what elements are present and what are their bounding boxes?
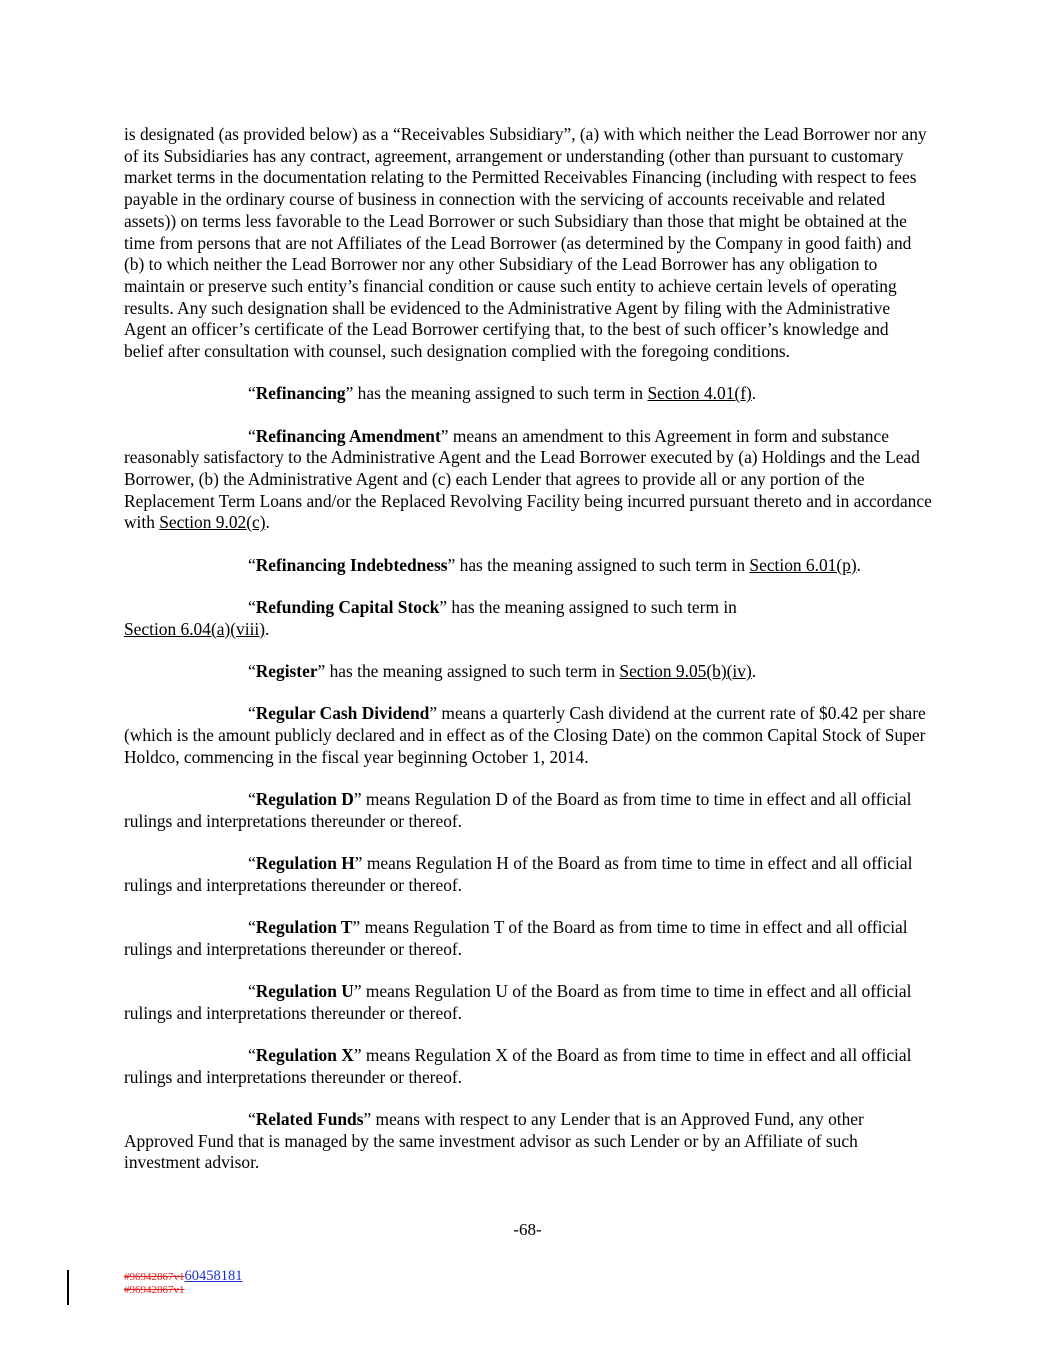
deleted-doc-id: #96942867v1 [124,1271,185,1283]
definition-regulation-x: “Regulation X” means Regulation X of the Board as from time to time in effect and all official rulings and interpretations thereunder or thereof. [124,1045,912,1087]
section-reference: Section 9.05(b)(iv) [619,661,752,682]
defined-term: Regulation X [255,1045,354,1066]
page-number: -68- [513,1220,542,1239]
defined-term: Regulation H [255,853,355,874]
definition-refinancing-amendment: “Refinancing Amendment” means an amendment to this Agreement in form and substance reasonably satisfactory to the Administrative Agent and the Lead Borrower executed by (a) Holdings and the Lead Borrower, (b) the Administrative Agent and (c) each Lender that agrees to provide all or any portion of the Replacement Term Loans and/or the Replaced Revolving Facility being incurred pursuant thereto and in accordance with Section 9.02(c). [124,425,932,533]
defined-term: Regulation T [255,917,353,938]
section-reference: Section 4.01(f) [647,383,752,404]
definition-refinancing: “Refinancing” has the meaning assigned to such term in Section 4.01(f). [248,383,757,404]
document-id-footer [124,1270,243,1297]
change-bar [67,1270,69,1305]
intro-paragraph: is designated (as provided below) as a “Receivables Subsidiary”, (a) with which neither the Lead Borrower nor any of its Subsidiaries has any contract, agreement, arrangement or understanding (other than pursuant to customary market terms in the documentation relating to the Permitted Receivables Financing (including with respect to fees payable in the ordinary course of business in connection with the servicing of accounts receivable and related assets)) on terms less favorable to the Lead Borrower or such Subsidiary than those that might be obtained at the time from persons that are not Affiliates of the Lead Borrower (as determined by the Company in good faith) and (b) to which neither the Lead Borrower nor any other Subsidiary of the Lead Borrower has any obligation to maintain or preserve such entity’s financial condition or cause such entity to achieve certain levels of operating results. Any such designation shall be evidenced to the Administrative Agent by filing with the Administrative Agent an officer’s certificate of the Lead Borrower certifying that, to the best of such officer’s knowledge and belief after consultation with counsel, such designation complied with the foregoing conditions. [124,124,927,362]
section-reference: Section 6.01(p) [749,554,857,575]
defined-term: Refinancing [255,383,346,404]
definition-related-funds: “Related Funds” means with respect to any Lender that is an Approved Fund, any other Approved Fund that is managed by the same investment advisor as such Lender or by an Affiliate of such investment advisor. [124,1109,864,1173]
defined-term: Refinancing Indebtedness [255,554,448,575]
definition-regulation-d: “Regulation D” means Regulation D of the Board as from time to time in effect and all official rulings and interpretations thereunder or thereof. [124,789,912,831]
definition-regular-cash-dividend: “Regular Cash Dividend” means a quarterly Cash dividend at the current rate of $0.42 per share (which is the amount publicly declared and in effect as of the Closing Date) on the common Capital Stock of Super Holdco, commencing in the fiscal year beginning October 1, 2014. [124,703,926,767]
defined-term: Regulation D [255,789,354,810]
defined-term: Refinancing Amendment [255,425,441,446]
defined-term: Register [255,661,318,682]
section-reference: Section 9.02(c) [159,512,266,533]
inserted-doc-id: 60458181 [184,1268,243,1284]
definition-regulation-u: “Regulation U” means Regulation U of the Board as from time to time in effect and all official rulings and interpretations thereunder or thereof. [124,981,912,1023]
defined-term: Regulation U [255,981,354,1002]
definition-register: “Register” has the meaning assigned to such term in Section 9.05(b)(iv). [248,661,757,682]
defined-term: Related Funds [255,1109,364,1130]
definition-regulation-h: “Regulation H” means Regulation H of the Board as from time to time in effect and all official rulings and interpretations thereunder or thereof. [124,853,913,895]
defined-term: Refunding Capital Stock [255,597,440,618]
section-reference: Section 6.04(a)(viii) [124,618,266,639]
deleted-doc-id-2: #96942867v1 [124,1284,185,1296]
defined-term: Regular Cash Dividend [255,703,430,724]
definition-refunding-capital-stock: “Refunding Capital Stock” has the meaning assigned to such term in Section 6.04(a)(viii). [124,597,737,639]
document-body [124,124,932,1174]
definition-refinancing-indebtedness: “Refinancing Indebtedness” has the meaning assigned to such term in Section 6.01(p). [248,554,862,575]
definition-regulation-t: “Regulation T” means Regulation T of the Board as from time to time in effect and all official rulings and interpretations thereunder or thereof. [124,917,908,959]
